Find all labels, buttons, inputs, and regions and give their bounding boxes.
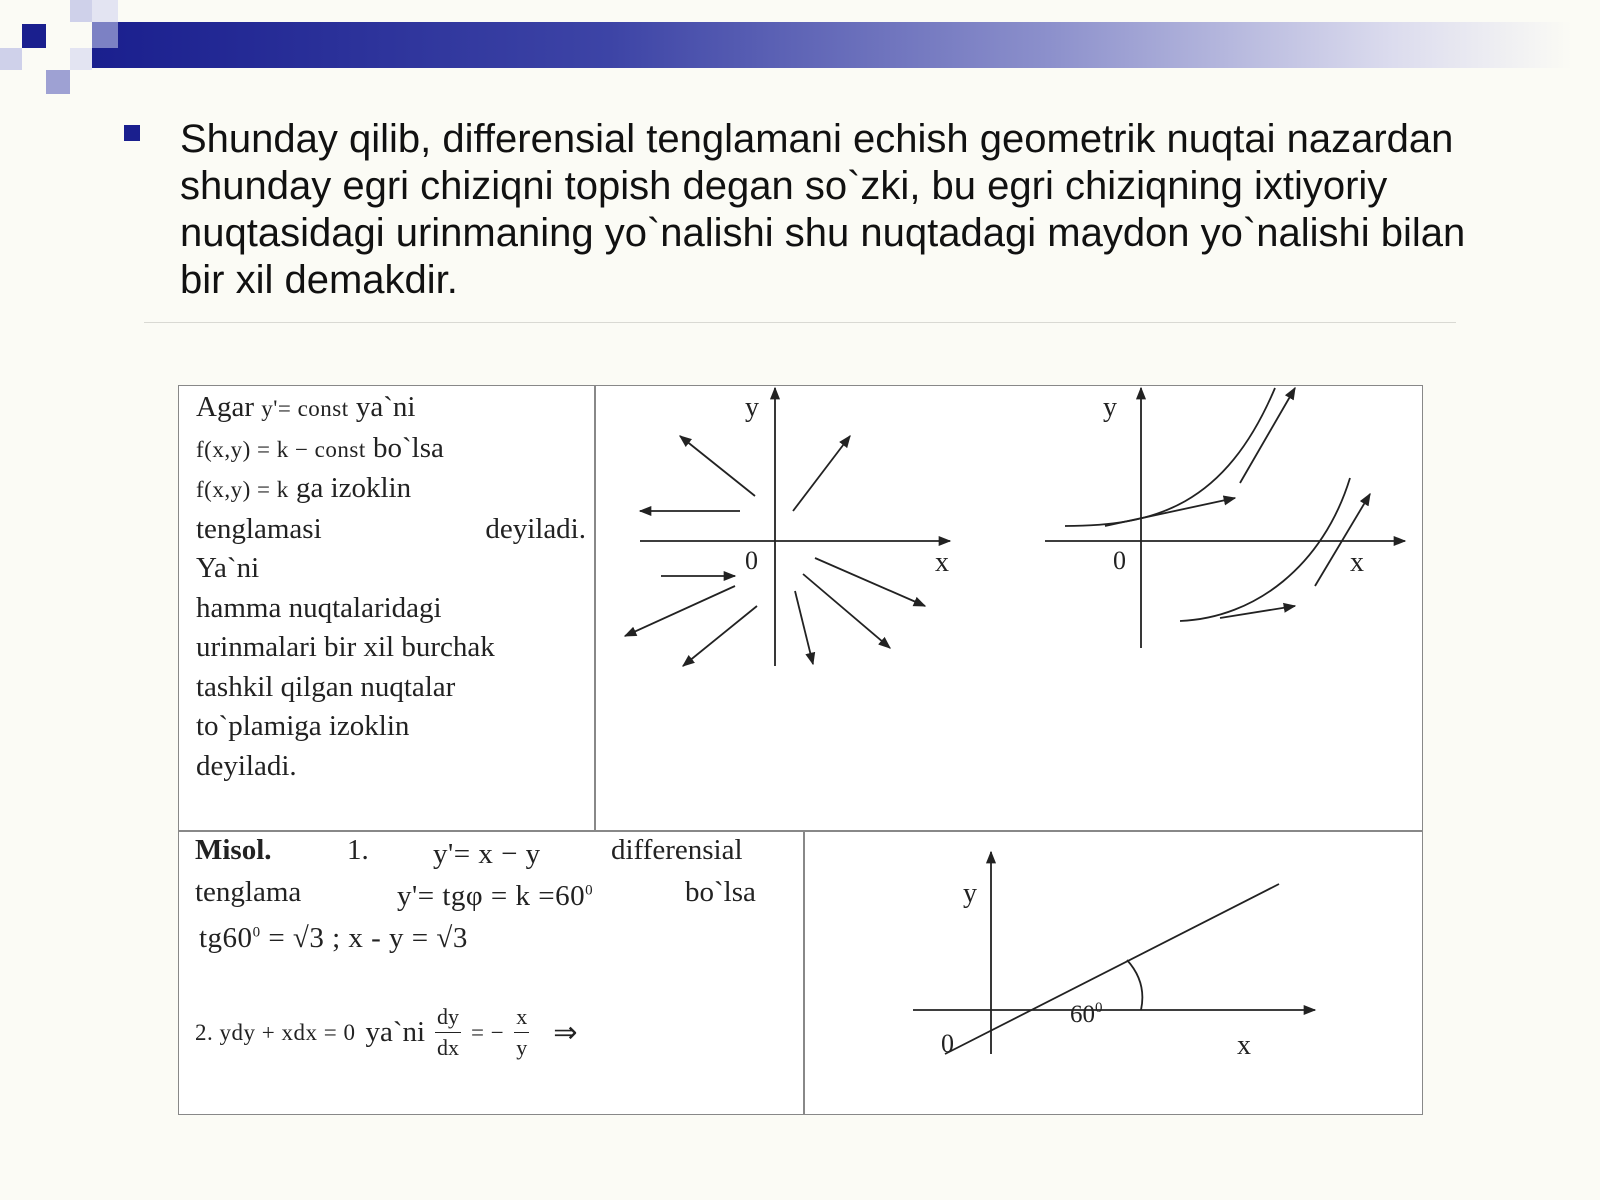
y-axis-label: y bbox=[963, 878, 977, 909]
text: ya`ni bbox=[365, 1016, 426, 1048]
origin-label: 0 bbox=[1113, 546, 1126, 575]
header-gradient-band bbox=[92, 22, 1572, 68]
origin-label: 0 bbox=[941, 1029, 954, 1058]
formula: f(x,y) = k bbox=[196, 477, 289, 502]
formula bbox=[199, 922, 468, 955]
formula bbox=[397, 880, 593, 913]
numerator: dy bbox=[435, 1002, 461, 1033]
formula-text: = √3 ; x - y = √3 bbox=[260, 922, 468, 954]
formula: = − bbox=[471, 1019, 505, 1045]
formula: 2. ydy + xdx = 0 bbox=[195, 1019, 356, 1045]
text: tenglamasi bbox=[196, 512, 322, 545]
text: bo`lsa bbox=[372, 431, 444, 464]
y-axis-label: y bbox=[1103, 392, 1117, 423]
superscript: 0 bbox=[252, 924, 261, 941]
item-number: 1. bbox=[347, 834, 369, 866]
decor-square bbox=[70, 0, 92, 22]
arrow bbox=[625, 586, 735, 636]
direction-field-graph bbox=[595, 386, 1005, 830]
arrow bbox=[680, 436, 755, 496]
text-line bbox=[196, 429, 586, 470]
x-axis-label: x bbox=[1237, 1030, 1251, 1061]
figure-table bbox=[178, 385, 1423, 1115]
denominator: dx bbox=[437, 1035, 460, 1060]
bullet-paragraph: Shunday qilib, differensial tenglamani echish geometrik nuqtai nazardan shunday egri chiziqni topish degan so`zki, bu egri chiziqning ixtiyoriy nuqtasidagi urinmaning yo`nalishi shu nuqtadagi maydon yo`nalishi bilan bir xil demakdir. bbox=[180, 117, 1466, 302]
formula: y'= const bbox=[261, 396, 349, 421]
angle-value: 60 bbox=[1070, 1001, 1095, 1028]
angle-label bbox=[1070, 1000, 1103, 1028]
x-axis-label: x bbox=[1350, 547, 1364, 578]
text: ya`ni bbox=[355, 391, 416, 423]
arrow bbox=[795, 591, 813, 664]
arrow bbox=[683, 606, 757, 666]
text: bo`lsa bbox=[685, 876, 756, 908]
superscript: 0 bbox=[585, 882, 594, 899]
misol-cell bbox=[179, 832, 803, 1114]
implies-symbol: ⇒ bbox=[553, 1017, 578, 1049]
decor-square bbox=[46, 70, 70, 94]
denominator: y bbox=[516, 1035, 528, 1060]
fraction bbox=[435, 1002, 461, 1063]
text: differensial bbox=[611, 834, 743, 866]
integral-curves-graph bbox=[1005, 386, 1421, 830]
text: ga izoklin bbox=[295, 472, 412, 504]
text: deyiladi. bbox=[485, 512, 586, 545]
tangent-arrow bbox=[1105, 498, 1235, 526]
bullet-square-icon bbox=[124, 125, 140, 141]
divider bbox=[144, 322, 1456, 323]
angle-arc bbox=[1127, 960, 1142, 1010]
text-line bbox=[196, 469, 586, 510]
origin-label: 0 bbox=[745, 546, 758, 575]
tangent-arrow bbox=[1240, 388, 1295, 483]
formula-text: tg60 bbox=[199, 922, 253, 954]
text-line bbox=[195, 834, 272, 867]
misol-title: Misol. bbox=[195, 834, 272, 866]
decor-square bbox=[70, 48, 92, 70]
text: Agar bbox=[196, 391, 254, 423]
formula-text: y'= tgφ = k =60 bbox=[397, 880, 586, 912]
text-line: Ya`ni bbox=[196, 552, 260, 584]
fraction bbox=[514, 1002, 529, 1063]
curve bbox=[1065, 388, 1275, 526]
text-line: hamma nuqtalaridagi bbox=[196, 591, 442, 624]
x-axis-label: x bbox=[935, 547, 949, 578]
solution-line bbox=[945, 884, 1279, 1054]
y-axis-label: y bbox=[745, 392, 759, 423]
curve bbox=[1180, 478, 1350, 621]
text-line: tashkil qilgan nuqtalar bbox=[196, 670, 456, 703]
isocline-angle-graph bbox=[805, 832, 1421, 1114]
numerator: x bbox=[514, 1002, 529, 1033]
formula: f(x,y) = k − const bbox=[196, 436, 366, 462]
decor-square bbox=[92, 22, 118, 48]
izoklin-definition bbox=[196, 388, 586, 786]
text-line bbox=[196, 388, 586, 429]
arrow bbox=[793, 436, 850, 511]
text-line: deyiladi. bbox=[196, 749, 297, 782]
formula: y'= x − y bbox=[433, 838, 541, 870]
text-line bbox=[195, 1002, 578, 1063]
text-line: urinmalari bir xil burchak bbox=[196, 631, 495, 663]
text-line bbox=[196, 510, 586, 550]
decor-square bbox=[0, 48, 22, 70]
text-line: to`plamiga izoklin bbox=[196, 710, 410, 742]
decor-square bbox=[22, 24, 46, 48]
superscript: 0 bbox=[1095, 1000, 1103, 1016]
text: tenglama bbox=[195, 876, 302, 908]
